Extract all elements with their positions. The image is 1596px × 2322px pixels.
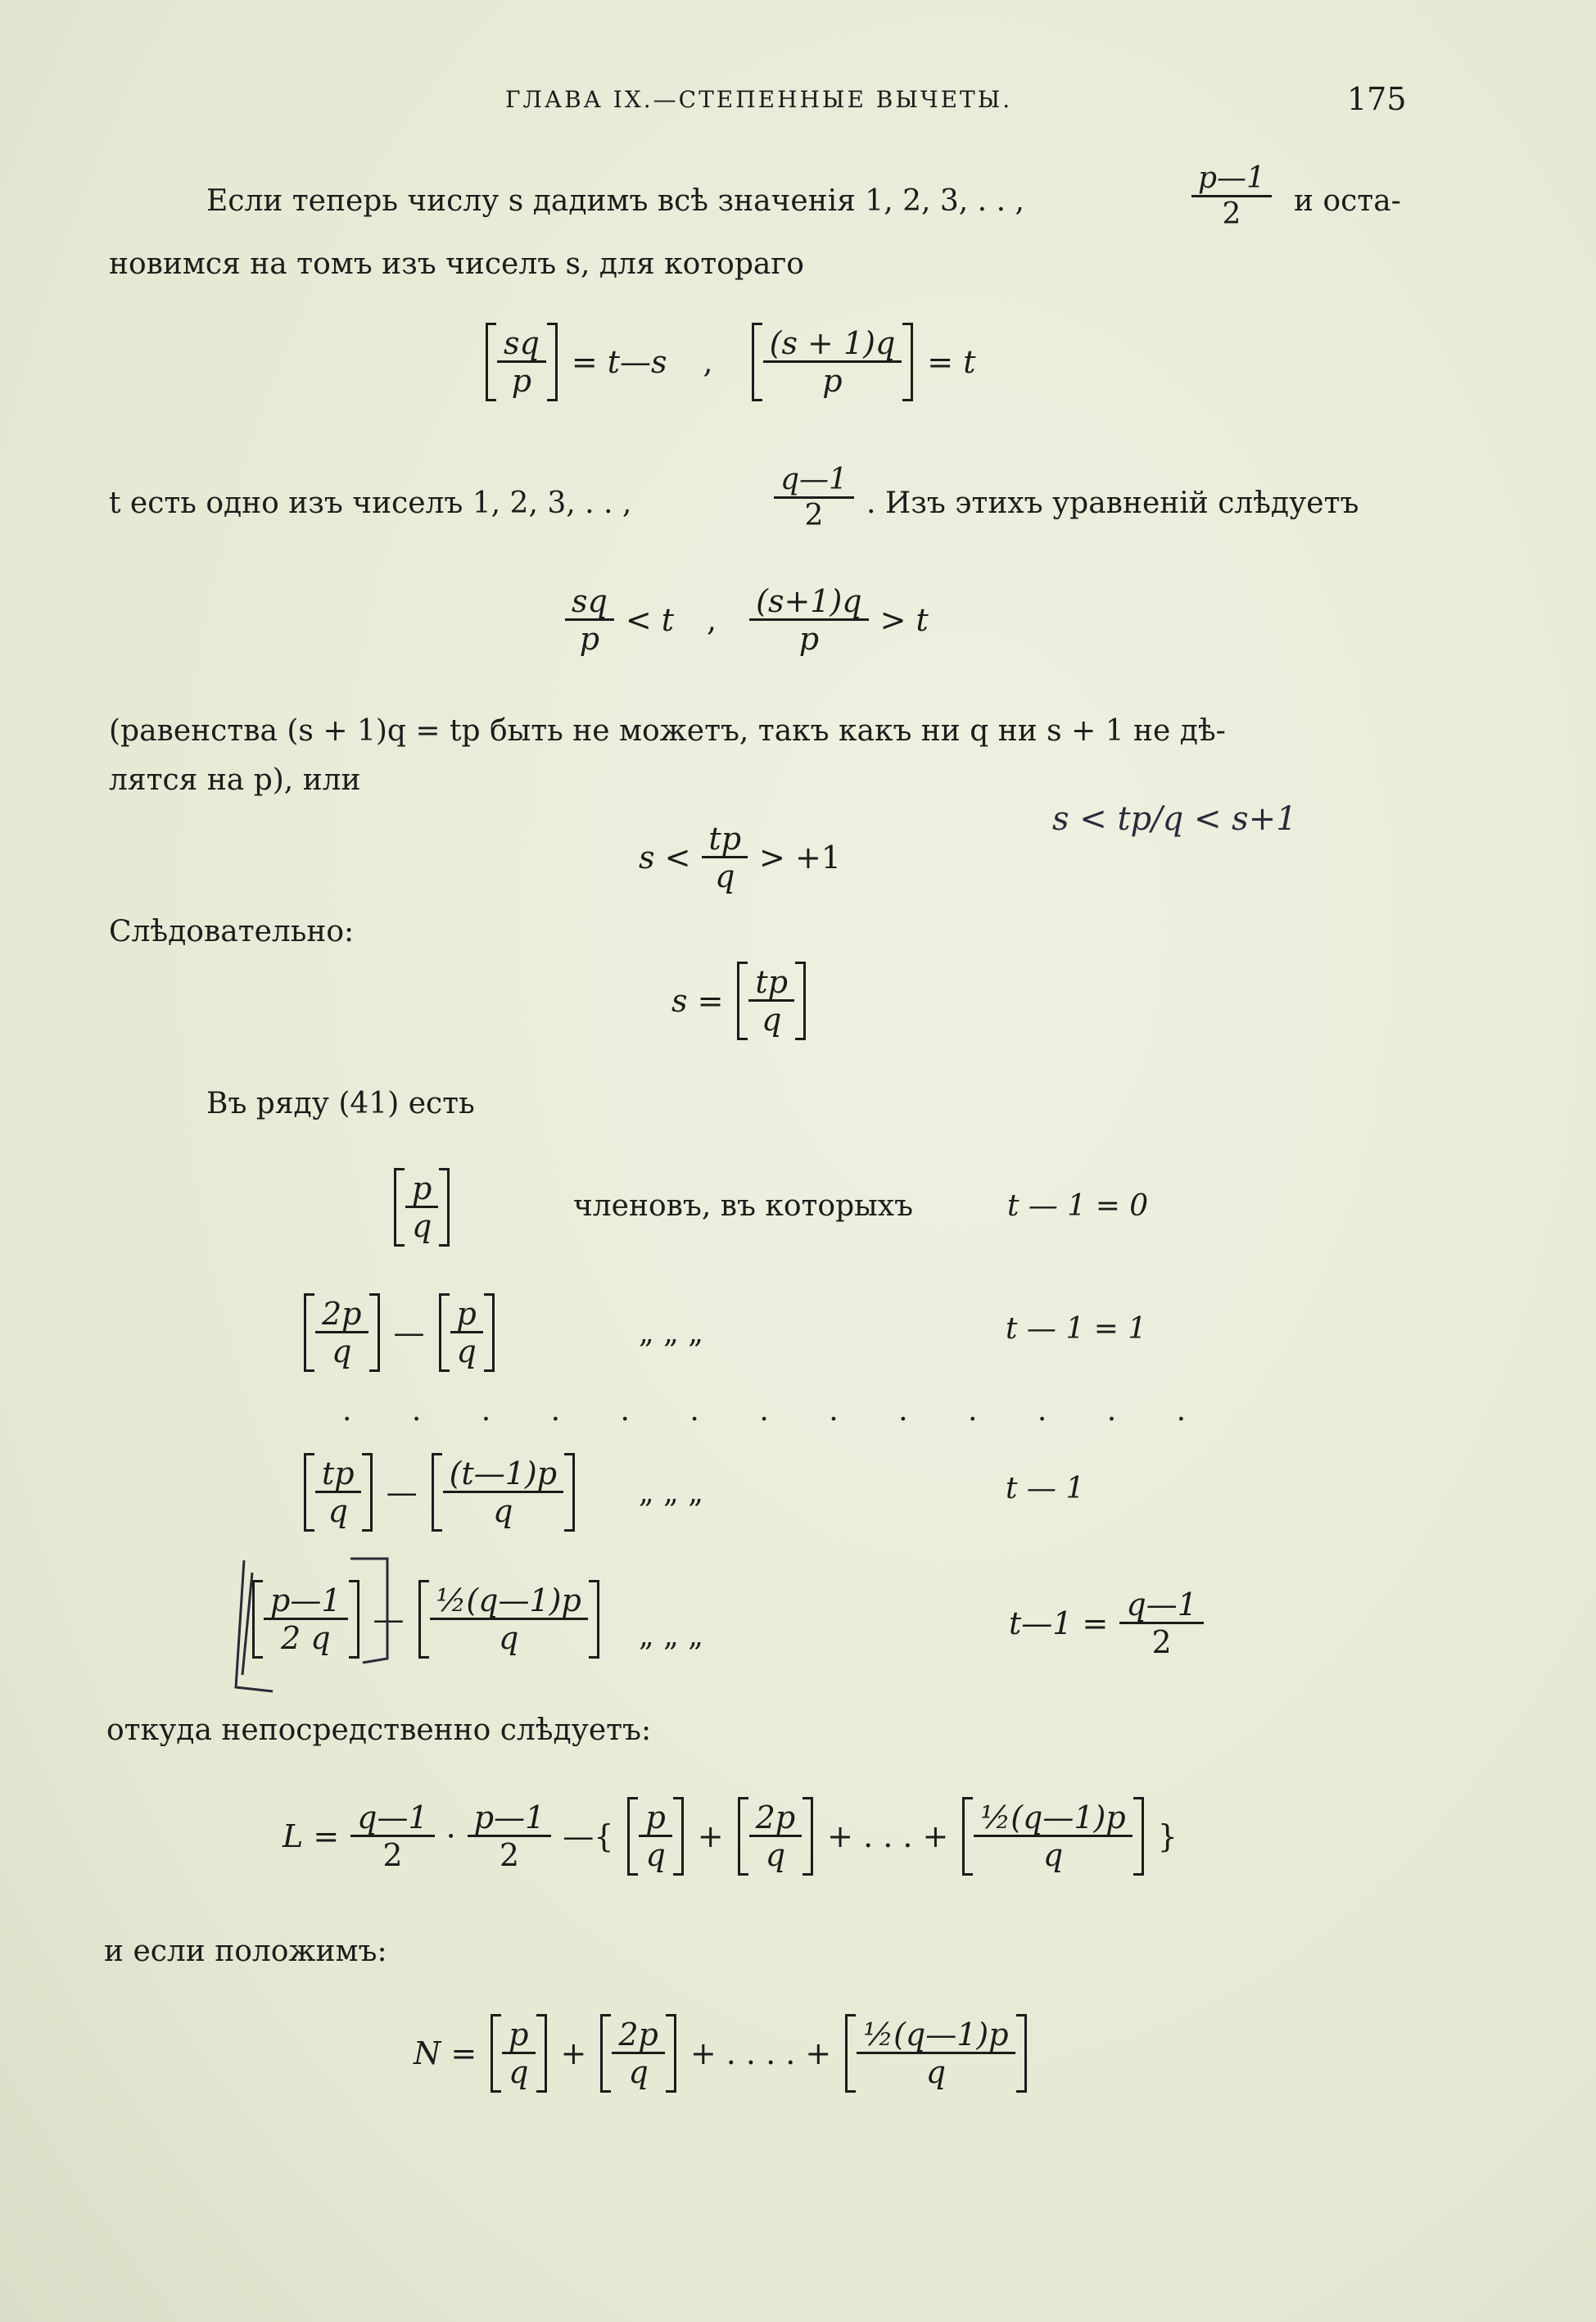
equation-L: L = $\frac{q—1}{2}$ · p—1 2 —{ p q + 2p q + . . . + ½(q—1)p q } — [283, 1799, 1178, 1873]
paragraph-3-line-1: (равенства (s + 1)q = tp быть не можетъ, такъ какъ ни q ни s + 1 не дѣ- — [109, 714, 1226, 748]
fraction-q-1-over-2: $\frac{q—1}{2}$ — [774, 465, 854, 531]
paragraph-4: Слѣдовательно: — [109, 915, 355, 948]
paragraph-1-line-2: новимся на томъ изъ чиселъ s, для котораго — [109, 247, 804, 281]
page-number: 175 — [1347, 81, 1407, 117]
paragraph-2-end: . Изъ этихъ уравненій слѣдуетъ — [866, 487, 1359, 520]
paragraph-1-line-1-end: и оста- — [1294, 184, 1401, 218]
row-2-cond: t — 1 = 1 — [1006, 1312, 1147, 1346]
paragraph-3-line-2: лятся на p), или — [109, 763, 361, 797]
running-header: ГЛАВА IX.—СТЕПЕННЫЕ ВЫЧЕТЫ. — [505, 86, 1013, 113]
equation-2: sq p < t , (s+1)q p > t — [565, 586, 929, 654]
row-4-desc: „ „ „ — [639, 1619, 703, 1653]
equation-N: N = p q + 2p q + . . . . + ½(q—1)p q — [414, 2019, 1029, 2088]
row-4-term: p—1 2 q — ½(q—1)p q — [250, 1585, 602, 1654]
handwritten-bracket-mark — [228, 1552, 408, 1700]
equation-4: s = tp q — [671, 966, 808, 1035]
row-3-cond: t — 1 — [1006, 1472, 1085, 1505]
ellipsis-row: . . . . . . . . . . . . . — [342, 1394, 1212, 1428]
row-3-term: tp q — (t—1)p q — [301, 1458, 577, 1527]
row-2-term: 2p q — p q — [301, 1298, 497, 1367]
paragraph-6: откуда непосредственно слѣдуетъ: — [106, 1713, 652, 1747]
equation-3: s < tp q > +1 — [639, 821, 841, 894]
paragraph-2-start: t есть одно изъ чиселъ 1, 2, 3, . . , — [109, 487, 632, 520]
paragraph-5: Въ ряду (41) есть — [206, 1087, 475, 1120]
row-1-term: p q — [391, 1173, 452, 1242]
row-2-desc: „ „ „ — [639, 1316, 703, 1350]
row-1-cond: t — 1 = 0 — [1007, 1189, 1149, 1223]
fraction-p-1-over-2: $\frac{p—1}{2}$ — [1191, 164, 1272, 229]
paragraph-1-line-1: Если теперь числу s дадимъ всѣ значенія 1, 2, 3, . . , — [206, 184, 1024, 218]
paragraph-7: и если положимъ: — [104, 1935, 387, 1968]
row-1-desc: членовъ, въ которыхъ — [573, 1189, 913, 1223]
row-3-desc: „ „ „ — [639, 1476, 703, 1510]
row-4-cond: t—1 = $\frac{q—1}{2}$ — [1009, 1589, 1204, 1658]
equation-1: sq p = t—s , (s + 1)q p = t — [483, 328, 975, 396]
handwritten-annotation: s < tp/q < s+1 — [1052, 800, 1297, 838]
